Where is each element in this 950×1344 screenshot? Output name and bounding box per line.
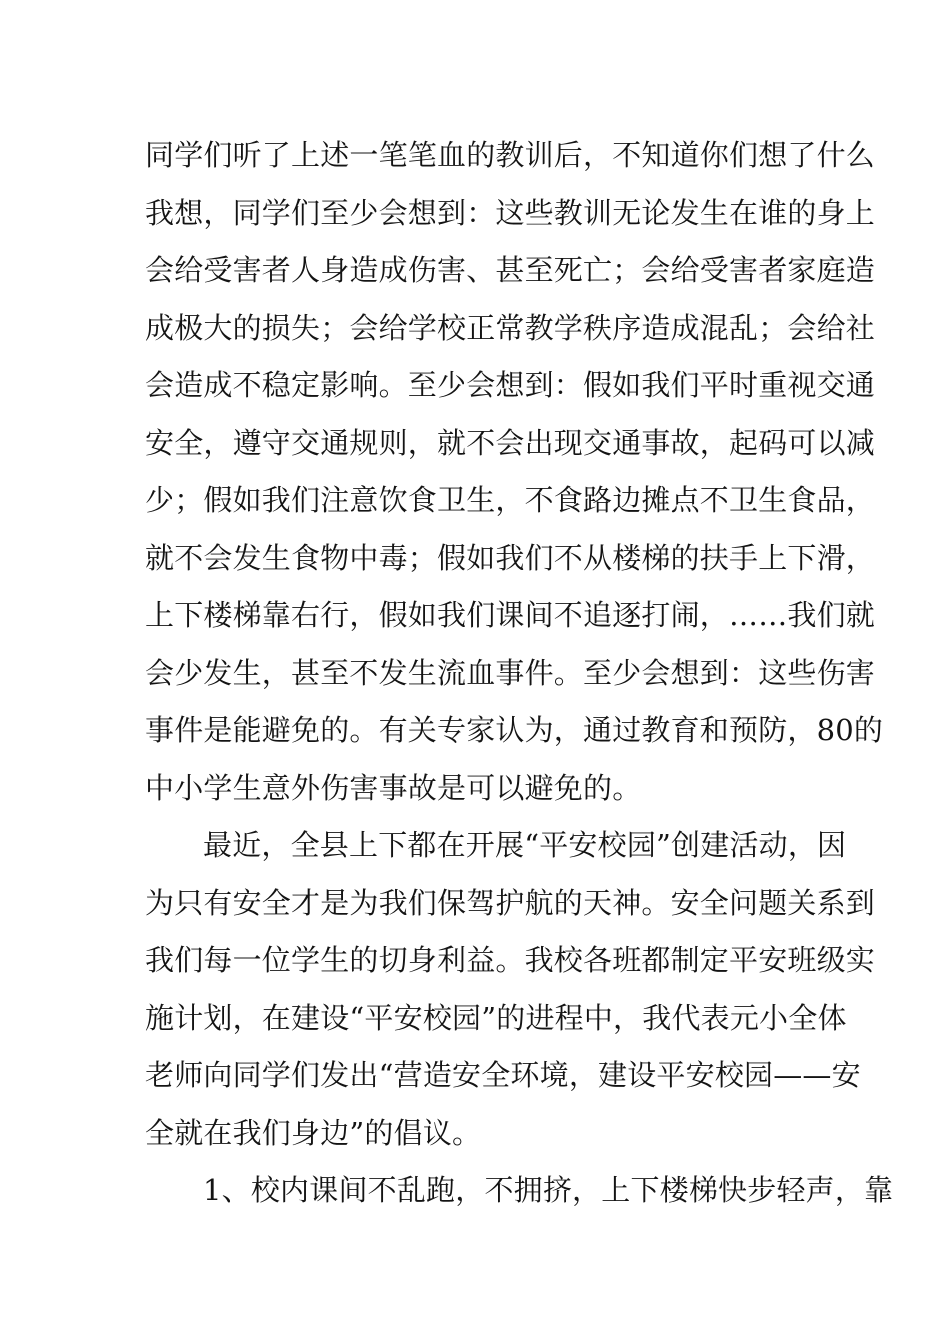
paragraph-1-line-11: 事件是能避免的。有关专家认为，通过教育和预防，80的: [145, 713, 884, 747]
paragraph-1-line-4: 成极大的损失；会给学校正常教学秩序造成混乱；会给社: [145, 310, 876, 345]
paragraph-3-line-1: 1、校内课间不乱跑，不拥挤，上下楼梯快步轻声，靠: [203, 1173, 894, 1207]
paragraph-1-line-3: 会给受害者人身造成伤害、甚至死亡；会给受害者家庭造: [145, 253, 876, 287]
paragraph-2-line-2: 为只有安全才是为我们保驾护航的天神。安全问题关系到: [145, 885, 876, 920]
document-body: [145, 127, 894, 1220]
paragraph-1-line-8: 就不会发生食物中毒；假如我们不从楼梯的扶手上下滑，: [145, 540, 876, 575]
paragraph-1-line-12: 中小学生意外伤害事故是可以避免的。: [145, 770, 642, 805]
paragraph-2-line-5: 老师向同学们发出“营造安全环境，建设平安校园——安: [145, 1058, 861, 1092]
paragraph-1-line-1: 同学们听了上述一笔笔血的教训后，不知道你们想了什么: [145, 138, 876, 172]
paragraph-1-line-10: 会少发生，甚至不发生流血事件。至少会想到：这些伤害: [145, 655, 876, 690]
paragraph-1-line-2: 我想，同学们至少会想到：这些教训无论发生在谁的身上: [145, 195, 876, 230]
paragraph-2-line-1: 最近，全县上下都在开展“平安校园”创建活动，因: [203, 828, 847, 862]
paragraph-1-line-9: 上下楼梯靠右行，假如我们课间不追逐打闹，……我们就: [145, 598, 876, 632]
paragraph-1-line-6: 安全，遵守交通规则，就不会出现交通事故，起码可以减: [145, 425, 876, 460]
paragraph-2-line-6: 全就在我们身边”的倡议。: [145, 1115, 482, 1150]
paragraph-1-line-7: 少；假如我们注意饮食卫生，不食路边摊点不卫生食品，: [145, 483, 876, 517]
paragraph-2-line-3: 我们每一位学生的切身利益。我校各班都制定平安班级实: [145, 943, 876, 977]
paragraph-1-line-5: 会造成不稳定影响。至少会想到：假如我们平时重视交通: [145, 368, 876, 402]
paragraph-2-line-4: 施计划，在建设“平安校园”的进程中，我代表元小全体: [145, 1000, 847, 1035]
